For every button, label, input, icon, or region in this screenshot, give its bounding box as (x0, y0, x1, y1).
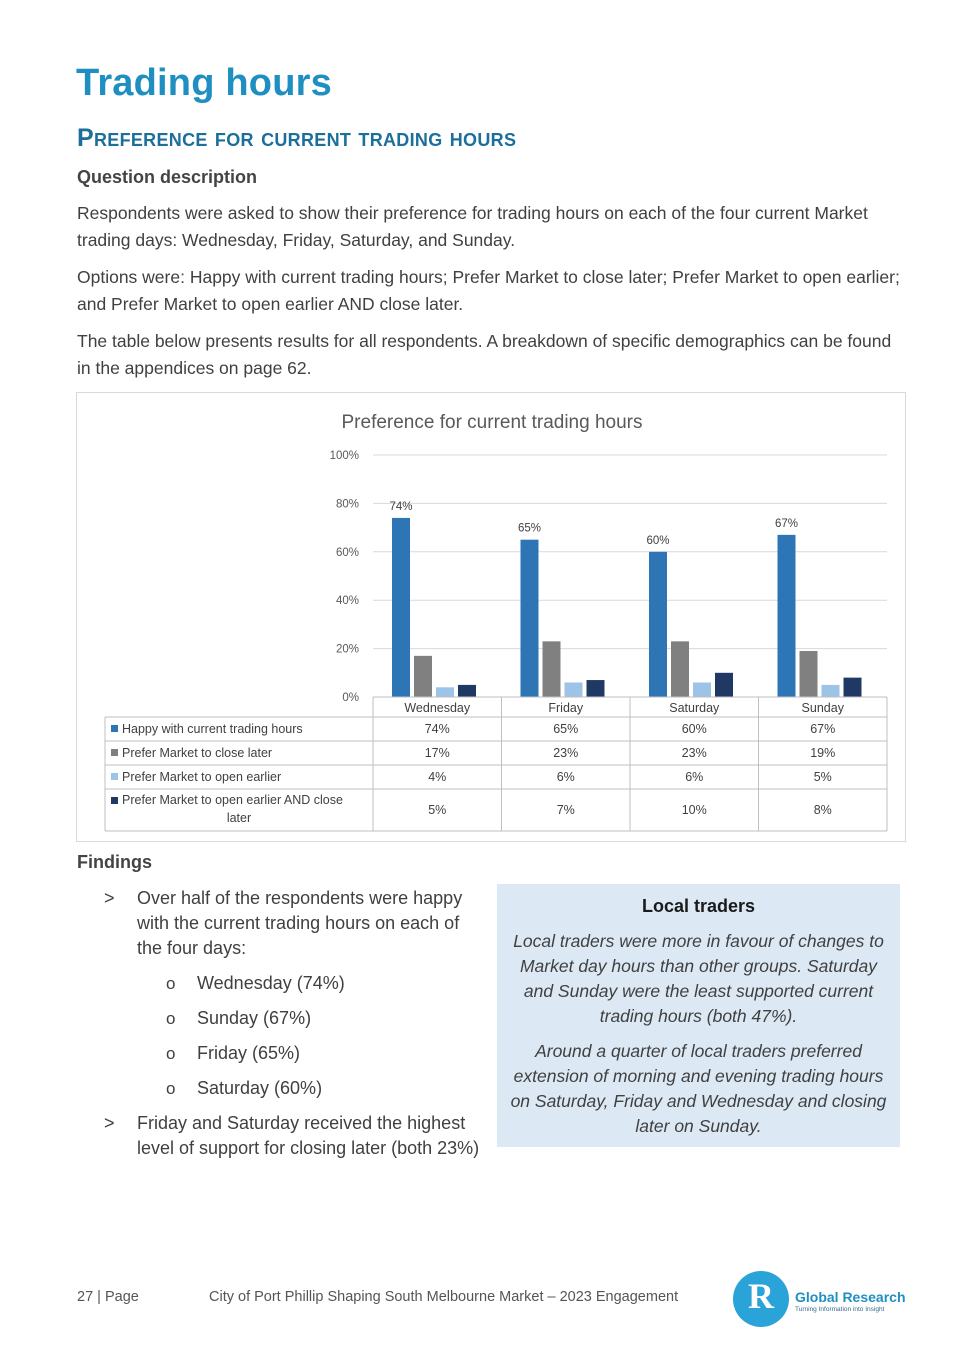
bar (715, 673, 733, 697)
legend-key (111, 797, 118, 804)
y-tick-label: 100% (329, 450, 359, 462)
table-value: 6% (685, 770, 704, 784)
bullet-marker: > (104, 1113, 115, 1133)
bar (649, 552, 667, 697)
bar-data-label: 67% (774, 517, 799, 530)
table-value: 8% (813, 803, 832, 817)
sub-bullet-marker: o (166, 1044, 176, 1063)
sub-finding-item (104, 971, 484, 996)
callout-heading: Local traders (641, 896, 756, 916)
sub-finding-item (104, 1076, 484, 1101)
finding-text: Over half of the respondents were happy with the current trading hours on each of the four days: (137, 888, 463, 958)
section-subtitle: Preference for current trading hours (77, 124, 517, 152)
bar (392, 518, 410, 697)
bar (521, 540, 539, 697)
bar-data-label: 60% (646, 534, 670, 547)
table-value: 5% (813, 770, 832, 784)
table-value: 67% (810, 722, 836, 736)
local-traders-callout (497, 884, 900, 1147)
legend-label: Prefer Market to open earlier (122, 770, 282, 784)
category-label: Sunday (801, 701, 844, 715)
y-tick-label: 0% (342, 692, 359, 704)
legend-key (111, 773, 118, 780)
sub-bullet-marker: o (166, 1009, 176, 1028)
sub-finding-text: Saturday (60%) (197, 1078, 323, 1098)
bar (436, 687, 454, 697)
footer-page-number: 27 | Page (77, 1289, 139, 1305)
bar (778, 535, 796, 697)
sub-finding-text: Sunday (67%) (197, 1008, 312, 1028)
category-label: Wednesday (404, 701, 471, 715)
bar-chart (77, 393, 907, 843)
logo-name: Global Research (795, 1289, 906, 1305)
bar (822, 685, 840, 697)
bar (844, 678, 862, 697)
table-value: 19% (810, 746, 836, 760)
sub-finding-text: Friday (65%) (197, 1043, 301, 1063)
footer-document-title: City of Port Phillip Shaping South Melbourne Market – 2023 Engagement (209, 1289, 679, 1305)
table-value: 23% (681, 746, 707, 760)
finding-text: Friday and Saturday received the highest level of support for closing later (both 23%) (137, 1113, 480, 1158)
y-tick-label: 20% (335, 643, 359, 656)
logo-tagline: Turning Information into Insight (795, 1306, 885, 1313)
sub-finding-item (104, 1041, 484, 1066)
bar-data-label: 65% (517, 522, 542, 535)
bullet-marker: > (104, 888, 115, 908)
callout-paragraph: Local traders were more in favour of changes to Market day hours than other groups. Saturday and Sunday were the least supported current trading hours (both 47%). (513, 931, 884, 1026)
sub-finding-item (104, 1006, 484, 1031)
finding-item (104, 886, 484, 961)
global-research-logo (733, 1271, 913, 1335)
y-tick-label: 80% (335, 498, 359, 511)
bar (458, 685, 476, 697)
table-value: 23% (553, 746, 579, 760)
table-value: 4% (428, 770, 447, 784)
logo-mark-letter: R (748, 1276, 774, 1316)
bar (693, 682, 711, 697)
chart-title: Preference for current trading hours (341, 412, 643, 433)
table-value: 74% (424, 722, 450, 736)
legend-key (111, 725, 118, 732)
sub-finding-text: Wednesday (74%) (197, 973, 345, 993)
callout-paragraph: Around a quarter of local traders preferred extension of morning and evening trading hours on Saturday, Friday and Wednesday and closing later on Sunday. (510, 1041, 887, 1136)
question-heading: Question description (77, 167, 258, 187)
table-value: 65% (553, 722, 579, 736)
y-tick-label: 60% (335, 546, 359, 559)
bar-data-label: 74% (389, 500, 413, 513)
table-note-paragraph: The table below presents results for all respondents. A breakdown of specific demographics can be found in the appendices on page 62. (77, 331, 892, 378)
options-paragraph: Options were: Happy with current trading hours; Prefer Market to close later; Prefer Market to open earlier; and Prefer Market to open earlier AND close later. (77, 267, 900, 314)
table-value: 6% (556, 770, 575, 784)
description-paragraph: Respondents were asked to show their preference for trading hours on each of the four current Market trading days: Wednesday, Friday, Saturday, and Sunday. (77, 203, 868, 250)
legend-label: Prefer Market to close later (122, 746, 273, 760)
table-value: 7% (556, 803, 575, 817)
findings-heading: Findings (77, 852, 152, 872)
findings-list (104, 886, 484, 1171)
table-value: 5% (428, 803, 447, 817)
page-title: Trading hours (76, 62, 332, 104)
bar (414, 656, 432, 697)
legend-label: Happy with current trading hours (122, 722, 303, 736)
legend-key (111, 749, 118, 756)
bar (800, 651, 818, 697)
bar (565, 682, 583, 697)
bar (587, 680, 605, 697)
sub-bullet-marker: o (166, 974, 176, 993)
category-label: Friday (548, 701, 584, 715)
legend-label: Prefer Market to open earlier AND close (122, 793, 343, 807)
y-tick-label: 40% (335, 595, 359, 608)
category-label: Saturday (669, 701, 720, 715)
sub-bullet-marker: o (166, 1079, 176, 1098)
bar (671, 641, 689, 697)
table-value: 60% (681, 722, 707, 736)
table-value: 17% (424, 746, 450, 760)
chart-container (76, 392, 906, 842)
table-value: 10% (681, 803, 707, 817)
finding-item (104, 1111, 484, 1161)
bar (543, 641, 561, 697)
legend-label: later (226, 811, 252, 825)
